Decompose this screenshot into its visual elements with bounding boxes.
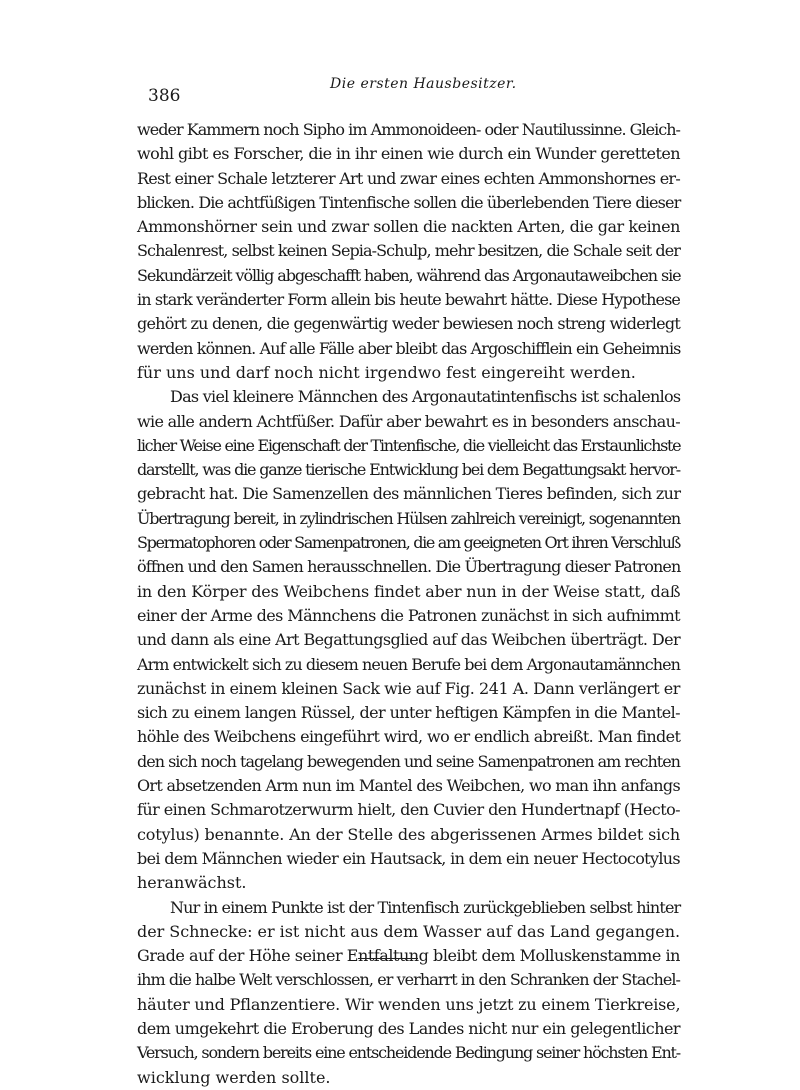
text-line: blicken. Die achtfüßigen Tintenfische sollen die überlebenden Tiere dieser [137, 192, 681, 212]
text-line: Spermatophoren oder Samenpatronen, die am geeigneten Ort ihren Verschluß [137, 533, 681, 553]
text-line: häuter und Pflanzentiere. Wir wenden uns jetzt zu einem Tierkreise, [137, 994, 681, 1014]
text-line: weder Kammern noch Sipho im Ammonoideen- oder Nautilussinne. Gleich- [137, 120, 680, 139]
text-line: der Schnecke: er ist nicht aus dem Wasser auf das Land gegangen. [137, 921, 681, 941]
text-line: gehört zu denen, die gegenwärtig weder bewiesen noch streng widerlegt [137, 314, 680, 334]
text-line: für uns und darf noch nicht irgendwo fest eingereiht werden. [137, 362, 636, 382]
paragraph-3 [137, 896, 680, 1090]
text-line: den sich noch tagelang bewegenden und seine Samenpatronen am rechten [137, 751, 680, 771]
text-line: heranwächst. [137, 873, 247, 893]
text-line: Rest einer Schale letzterer Art und zwar eines echten Ammonshornes er- [137, 168, 680, 188]
text-line: zunächst in einem kleinen Sack wie auf Fig. 241 A. Dann verlängert er [137, 678, 680, 698]
text-line: Grade auf der Höhe seiner Entfaltung bleibt dem Molluskenstamme in [137, 946, 681, 966]
text-line: Versuch, sondern bereits eine entscheidende Bedingung seiner höchsten Ent- [137, 1043, 681, 1063]
text-line: Ammonshörner sein und zwar sollen die nackten Arten, die gar keinen [137, 217, 680, 237]
text-line: in den Körper des Weibchens findet aber nun in der Weise statt, daß [137, 581, 681, 601]
text-line: gebracht hat. Die Samenzellen des männlichen Tieres befinden, sich zur [137, 484, 681, 504]
text-line: darstellt, was die ganze tierische Entwicklung bei dem Begattungsakt hervor- [137, 460, 680, 480]
text-line: öffnen und den Samen herausschnellen. Die Übertragung dieser Patronen [137, 557, 681, 577]
paragraph-2 [137, 385, 680, 895]
section-end-rule [358, 958, 418, 959]
text-line: Das viel kleinere Männchen des Argonautatintenfischs ist schalenlos [170, 387, 681, 407]
text-line: bei dem Männchen wieder ein Hautsack, in dem ein neuer Hectocotylus [137, 848, 680, 868]
text-line: sich zu einem langen Rüssel, der unter heftigen Kämpfen in die Mantel- [137, 703, 680, 723]
text-line: höhle des Weibchens eingeführt wird, wo er endlich abreißt. Man findet [137, 727, 681, 747]
running-title: Die ersten Hausbesitzer. [330, 76, 517, 92]
paragraph-1 [137, 118, 680, 385]
text-line: Sekundärzeit völlig abgeschafft haben, während das Argonautaweibchen sie [137, 265, 681, 285]
text-line: wohl gibt es Forscher, die in ihr einen wie durch ein Wunder geretteten [137, 144, 680, 164]
text-line: in stark veränderter Form allein bis heute bewahrt hätte. Diese Hypothese [137, 290, 680, 310]
text-line: für einen Schmarotzerwurm hielt, den Cuvier den Hundertnapf (Hecto- [137, 800, 681, 820]
text-line: wie alle andern Achtfüßer. Dafür aber bewahrt es in besonders anschau- [137, 411, 680, 431]
text-line: licher Weise eine Eigenschaft der Tintenfische, die vielleicht das Erstaunlichste [137, 435, 681, 455]
text-line: Schalenrest, selbst keinen Sepia-Schulp, mehr besitzen, die Schale seit der [137, 241, 680, 261]
text-line: werden können. Auf alle Fälle aber bleibt das Argoschifflein ein Geheimnis [137, 338, 681, 358]
text-line: dem umgekehrt die Eroberung des Landes nicht nur ein gelegentlicher [137, 1018, 681, 1038]
text-line: Ort absetzenden Arm nun im Mantel des Weibchen, wo man ihn anfangs [137, 776, 681, 796]
text-line: cotylus) benannte. An der Stelle des abgerissenen Armes bildet sich [137, 824, 681, 844]
text-line: Arm entwickelt sich zu diesem neuen Berufe bei dem Argonautamännchen [137, 654, 680, 674]
text-line: ihm die halbe Welt verschlossen, er verharrt in den Schranken der Stachel- [137, 970, 681, 990]
text-line: Übertragung bereit, in zylindrischen Hülsen zahlreich vereinigt, sogenannten [137, 508, 681, 528]
text-line: einer der Arme des Männchens die Patronen zunächst in sich aufnimmt [137, 605, 680, 625]
text-line: und dann als eine Art Begattungsglied auf das Weibchen überträgt. Der [137, 630, 680, 650]
text-line: wicklung werden sollte. [137, 1067, 331, 1087]
text-line: Nur in einem Punkte ist der Tintenfisch zurückgeblieben selbst hinter [170, 897, 681, 917]
body-text [137, 118, 680, 1090]
page-number: 386 [148, 86, 181, 106]
